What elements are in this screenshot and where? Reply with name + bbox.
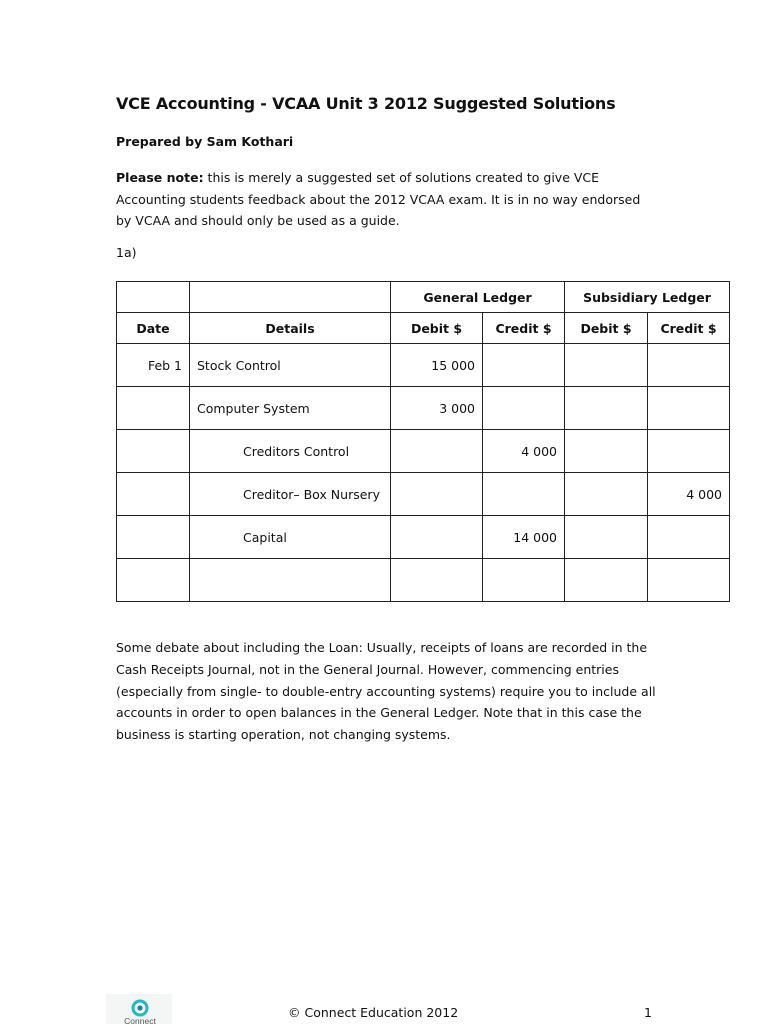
column-header-sl-credit: Credit $ xyxy=(648,313,730,344)
gl-credit-cell xyxy=(483,559,565,602)
page-number: 1 xyxy=(644,1005,652,1020)
empty-header-cell xyxy=(190,282,391,313)
gl-debit-cell xyxy=(391,559,483,602)
discussion-paragraph: Some debate about including the Loan: Usually, receipts of loans are recorded in the Cash Receipts Journal, not in the General Journal. However, commencing entries (especially from single- to double-entry accounting systems) require you to include all accounts in order to open balances in the General Ledger. Note that in this case the business is starting operation, not changing systems. xyxy=(116,640,656,743)
sl-credit-cell: 4 000 xyxy=(648,473,730,516)
date-cell xyxy=(117,387,190,430)
gl-debit-cell: 3 000 xyxy=(391,387,483,430)
date-cell xyxy=(117,430,190,473)
table-row xyxy=(117,559,730,602)
footer-copyright: © Connect Education 2012 xyxy=(288,1005,459,1020)
gl-credit-cell xyxy=(483,473,565,516)
table-row xyxy=(117,344,730,387)
sl-debit-cell xyxy=(565,387,648,430)
details-cell: Creditors Control xyxy=(190,430,391,473)
sl-debit-cell xyxy=(565,559,648,602)
note-text: this is merely a suggested set of solutions created to give VCE Accounting students feedback about the 2012 VCAA exam. It is in no way endorsed by VCAA and should only be used as a guide. xyxy=(116,170,641,228)
date-cell xyxy=(117,516,190,559)
column-header-gl-debit: Debit $ xyxy=(391,313,483,344)
connect-logo xyxy=(106,994,172,1024)
details-cell xyxy=(190,559,391,602)
table-row xyxy=(117,473,730,516)
date-cell xyxy=(117,559,190,602)
column-header-sl-debit: Debit $ xyxy=(565,313,648,344)
note-label: Please note: xyxy=(116,170,204,185)
sl-credit-cell xyxy=(648,516,730,559)
date-cell: Feb 1 xyxy=(117,344,190,387)
date-cell xyxy=(117,473,190,516)
column-header-gl-credit: Credit $ xyxy=(483,313,565,344)
sl-credit-cell xyxy=(648,387,730,430)
general-ledger-header: General Ledger xyxy=(391,282,565,313)
details-cell: Creditor– Box Nursery xyxy=(190,473,391,516)
connect-logo-icon xyxy=(106,994,172,1024)
table-row xyxy=(117,516,730,559)
gl-debit-cell xyxy=(391,473,483,516)
table-row xyxy=(117,387,730,430)
prepared-by: Prepared by Sam Kothari xyxy=(116,134,294,149)
document-title: VCE Accounting - VCAA Unit 3 2012 Suggested Solutions xyxy=(116,94,616,113)
details-cell: Capital xyxy=(190,516,391,559)
sl-debit-cell xyxy=(565,344,648,387)
sl-credit-cell xyxy=(648,344,730,387)
sl-debit-cell xyxy=(565,516,648,559)
sl-debit-cell xyxy=(565,430,648,473)
sl-credit-cell xyxy=(648,430,730,473)
sl-debit-cell xyxy=(565,473,648,516)
gl-credit-cell: 14 000 xyxy=(483,516,565,559)
gl-debit-cell xyxy=(391,430,483,473)
gl-debit-cell: 15 000 xyxy=(391,344,483,387)
gl-credit-cell xyxy=(483,344,565,387)
table-row xyxy=(117,430,730,473)
disclaimer-note xyxy=(116,167,656,232)
subsidiary-ledger-header: Subsidiary Ledger xyxy=(565,282,730,313)
details-cell: Computer System xyxy=(190,387,391,430)
sl-credit-cell xyxy=(648,559,730,602)
question-label: 1a) xyxy=(116,245,137,260)
empty-header-cell xyxy=(117,282,190,313)
gl-credit-cell: 4 000 xyxy=(483,430,565,473)
logo-text: Connect xyxy=(124,1016,156,1024)
details-cell: Stock Control xyxy=(190,344,391,387)
gl-credit-cell xyxy=(483,387,565,430)
gl-debit-cell xyxy=(391,516,483,559)
column-header-details: Details xyxy=(190,313,391,344)
column-header-date: Date xyxy=(117,313,190,344)
general-journal-table xyxy=(116,281,730,602)
